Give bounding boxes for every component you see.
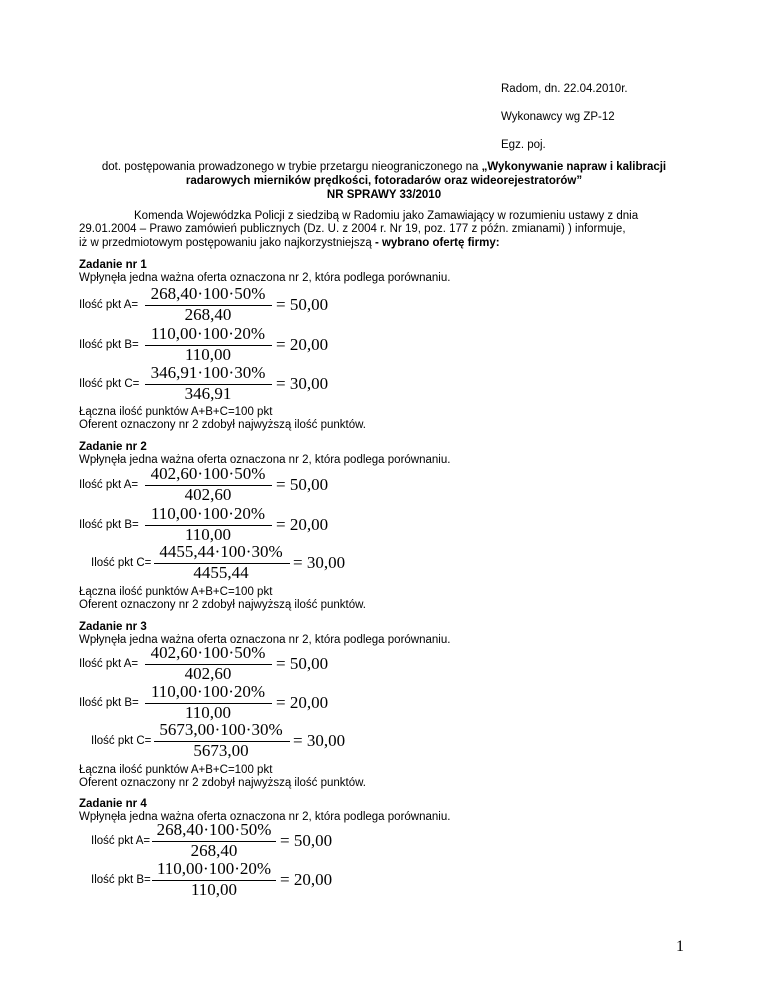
task-4-title: Zadanie nr 4 — [79, 798, 147, 810]
task-4-formula-a: Ilość pkt A= 268,40·100·50% 268,40 = 50,00 — [91, 820, 333, 860]
intro-line-1: Komenda Wojewódzka Policji z siedzibą w Radomiu jako Zamawiający w rozumieniu ustawy z dnia — [134, 210, 639, 222]
task-2-formula-c: Ilość pkt C= 4455,44·100·30% 4455,44 = 30,00 — [91, 542, 346, 582]
intro-line-2: 29.01.2004 – Prawo zamówień publicznych (Dz. U. z 2004 r. Nr 19, poz. 177 z późn. zmianami) ) informuje, — [79, 223, 626, 235]
task-1-title: Zadanie nr 1 — [79, 259, 147, 271]
task-3-title: Zadanie nr 3 — [79, 621, 147, 633]
task-3-summary-total: Łączna ilość punktów A+B+C=100 pkt — [79, 764, 273, 776]
task-2-summary-total: Łączna ilość punktów A+B+C=100 pkt — [79, 586, 273, 598]
task-4-desc: Wpłynęła jedna ważna oferta oznaczona nr 2, która podlega porównaniu. — [79, 811, 451, 823]
place-date: Radom, dn. 22.04.2010r. — [501, 83, 628, 95]
subject-line-2: radarowych mierników prędkości, fotoradarów oraz wideorejestratorów” — [185, 175, 583, 187]
page-number: 1 — [676, 938, 684, 955]
recipients: Wykonawcy wg ZP-12 — [501, 111, 615, 123]
task-1-formula-a: Ilość pkt A= 268,40·100·50% 268,40 = 50,00 — [79, 284, 329, 324]
task-1-summary-winner: Oferent oznaczony nr 2 zdobył najwyższą ilość punktów. — [79, 419, 367, 431]
task-2-formula-a: Ilość pkt A= 402,60·100·50% 402,60 = 50,00 — [79, 464, 329, 504]
task-3-formula-a: Ilość pkt A= 402,60·100·50% 402,60 = 50,00 — [79, 643, 329, 683]
task-2-formula-b: Ilość pkt B= 110,00·100·20% 110,00 = 20,00 — [79, 504, 329, 544]
task-3-formula-b: Ilość pkt B= 110,00·100·20% 110,00 = 20,00 — [79, 682, 329, 722]
task-1-desc: Wpłynęła jedna ważna oferta oznaczona nr 2, która podlega porównaniu. — [79, 272, 451, 284]
case-number: NR SPRAWY 33/2010 — [326, 189, 442, 201]
task-4-formula-b: Ilość pkt B= 110,00·100·20% 110,00 = 20,00 — [91, 859, 333, 899]
copy-note: Egz. poj. — [501, 139, 546, 151]
task-1-formula-b: Ilość pkt B= 110,00·100·20% 110,00 = 20,00 — [79, 324, 329, 364]
task-1-formula-c: Ilość pkt C= 346,91·100·30% 346,91 = 30,00 — [79, 363, 329, 403]
task-3-formula-c: Ilość pkt C= 5673,00·100·30% 5673,00 = 30,00 — [91, 720, 346, 760]
task-2-summary-winner: Oferent oznaczony nr 2 zdobył najwyższą ilość punktów. — [79, 599, 367, 611]
task-3-desc: Wpłynęła jedna ważna oferta oznaczona nr 2, która podlega porównaniu. — [79, 634, 451, 646]
task-2-desc: Wpłynęła jedna ważna oferta oznaczona nr 2, która podlega porównaniu. — [79, 454, 451, 466]
task-3-summary-winner: Oferent oznaczony nr 2 zdobył najwyższą ilość punktów. — [79, 777, 367, 789]
subject-line-1: dot. postępowania prowadzonego w trybie przetargu nieograniczonego na „Wykonywanie napraw i kalibracji — [101, 161, 667, 173]
task-1-summary-total: Łączna ilość punktów A+B+C=100 pkt — [79, 406, 273, 418]
intro-line-3: iż w przedmiotowym postępowaniu jako najkorzystniejszą - wybrano ofertę firmy: — [79, 237, 500, 249]
task-2-title: Zadanie nr 2 — [79, 441, 147, 453]
